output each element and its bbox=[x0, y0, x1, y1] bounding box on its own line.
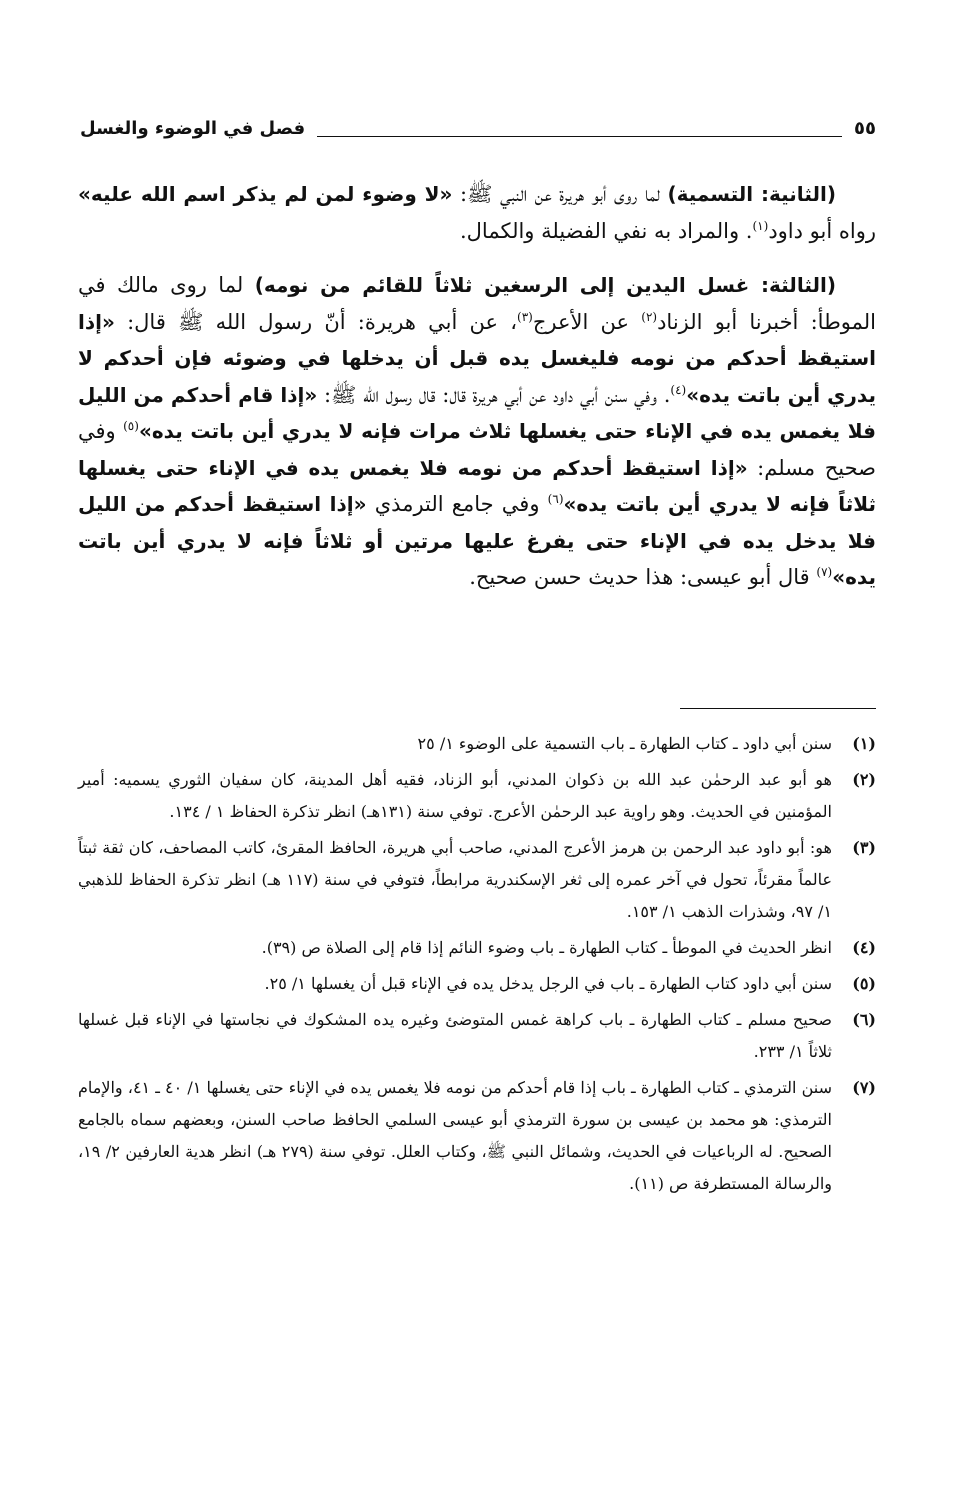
footnote-number: (٧) bbox=[852, 1078, 876, 1097]
header-rule bbox=[317, 136, 842, 137]
text-span: رواه أبو داود bbox=[768, 218, 876, 243]
footnote-text: صحيح مسلم ـ كتاب الطهارة ـ باب كراهة غمس المتوضئ وغيره يده المشكوك في نجاستها في الإناء قبل غسلها ثلاثاً ١/ ٢٣٣. bbox=[78, 1010, 832, 1061]
text-span: لما روى أبو هريرة عن النبي ﷺ: bbox=[452, 182, 668, 206]
footnote-ref[interactable]: (٢) bbox=[641, 309, 658, 324]
text-span: قال أبو عيسى: هذا حديث حسن صحيح. bbox=[469, 565, 817, 589]
hadith-quote: «إذا استيقظ أحدكم من نومه فليغسل يده قبل أن يدخلها في وضوئه فإن أحدكم لا يدري أين باتت يده» bbox=[78, 309, 876, 407]
footnote-item bbox=[78, 764, 876, 828]
page-header bbox=[80, 118, 876, 139]
hadith-quote: «إذا قام أحدكم من الليل فلا يغمس يده في الإناء حتى يغسلها ثلاث مرات فإنه لا يدري أين باتت يده» bbox=[78, 382, 877, 443]
running-title: فصل في الوضوء والغسل bbox=[80, 118, 306, 139]
main-text bbox=[78, 176, 876, 614]
text-span: . وفي سنن أبي داود عن أبي هريرة قال: قال رسول الله ﷺ: bbox=[317, 382, 671, 407]
footnote-number: (٣) bbox=[852, 838, 876, 857]
footnote-item bbox=[78, 1004, 876, 1068]
footnote-ref[interactable]: (٤) bbox=[670, 382, 687, 397]
footnotes bbox=[78, 728, 876, 1204]
text-span: . والمراد به نفي الفضيلة والكمال. bbox=[460, 218, 753, 243]
text-span: لما روى مالك في الموطأ: أخبرنا أبو الزناد bbox=[78, 273, 877, 334]
footnote-item bbox=[78, 832, 876, 928]
footnote-text: هو أبو عبد الرحمٰن عبد الله بن ذكوان المدني، أبو الزناد، فقيه أهل المدينة، كان سفيان الثوري يسميه: أمير المؤمنين في الحديث. وهو راوية عبد الرحمٰن الأعرج. توفي سنة (١٣١هـ) انظر تذكرة الحفاظ ١ / ١٣٤. bbox=[78, 770, 832, 821]
footnote-number: (٤) bbox=[852, 938, 876, 957]
text-span: وفي جامع الترمذي bbox=[366, 492, 548, 516]
text-span: عن الأعرج bbox=[532, 309, 642, 334]
hadith-quote: «لا وضوء لمن لم يذكر اسم الله عليه» bbox=[78, 182, 453, 206]
footnote-ref[interactable]: (١) bbox=[752, 218, 769, 233]
footnote-text: سنن الترمذي ـ كتاب الطهارة ـ باب إذا قام أحدكم من نومه فلا يغمس يده في الإناء حتى يغسلها ١/ ٤٠ ـ ٤١، والإمام الترمذي: هو محمد بن عيسى بن سورة الترمذي أبو عيسى السلمي الحافظ صاحب السنن، وبعضهم سماه بالجامع الصحيح. له الرباعيات في الحديث، وشمائل النبي ﷺ، وكتاب العلل. توفي سنة (٢٧٩ هـ) انظر هدية العارفين ٢/ ١٩، والرسالة المستطرفة ص (١١). bbox=[78, 1078, 833, 1193]
paragraph-hand-washing bbox=[78, 267, 876, 596]
hadith-quote: «إذا استيقظ أحدكم من الليل فلا يدخل يده في الإناء حتى يفرغ عليها مرتين أو ثلاثاً فإنه لا يدري أين باتت يده» bbox=[78, 492, 876, 589]
footnote-number: (٦) bbox=[852, 1010, 876, 1029]
footnote-item bbox=[78, 968, 876, 1000]
footnote-number: (٢) bbox=[852, 770, 876, 789]
footnote-text: سنن أبي داود ـ كتاب الطهارة ـ باب التسمية على الوضوء ١/ ٢٥ bbox=[417, 734, 832, 753]
footnote-ref[interactable]: (٥) bbox=[123, 419, 139, 433]
footnote-text: انظر الحديث في الموطأ ـ كتاب الطهارة ـ باب وضوء النائم إذا قام إلى الصلاة ص (٣٩). bbox=[261, 938, 832, 957]
footnote-text: سنن أبي داود كتاب الطهارة ـ باب في الرجل يدخل يده في الإناء قبل أن يغسلها ١/ ٢٥. bbox=[264, 974, 832, 993]
footnote-ref[interactable]: (٦) bbox=[547, 492, 564, 506]
paragraph-tasmiya bbox=[78, 176, 876, 249]
footnote-text: هو: أبو داود عبد الرحمن بن هرمز الأعرج المدني، صاحب أبي هريرة، الحافظ المقرئ، كاتب المصاحف، كان ثقة ثبتاً عالماً مقرئاً، تحول في آخر عمره إلى ثغر الإسكندرية مرابطاً، فتوفي في سنة (١١٧ هـ) انظر تذكرة الحفاظ للذهبي ١/ ٩٧، وشذرات الذهب ١/ ١٥٣. bbox=[78, 838, 833, 921]
footnote-number: (٥) bbox=[852, 974, 876, 993]
ruling-heading: (الثالثة: غسل اليدين إلى الرسغين ثلاثاً للقائم من نومه) bbox=[254, 273, 836, 297]
text-span: ، عن أبي هريرة: أنّ رسول الله ﷺ قال: bbox=[114, 309, 518, 334]
footnote-separator bbox=[680, 708, 876, 709]
text-span: وفي صحيح مسلم: bbox=[78, 419, 876, 480]
footnote-number: (١) bbox=[852, 734, 876, 753]
footnote-ref[interactable]: (٧) bbox=[816, 565, 833, 579]
footnote-item bbox=[78, 728, 876, 760]
page-number: ٥٥ bbox=[854, 118, 876, 139]
ruling-heading: (الثانية: التسمية) bbox=[667, 182, 836, 206]
footnote-item bbox=[78, 1072, 876, 1200]
hadith-quote: «إذا استيقظ أحدكم من نومه فلا يغمس يده في الإناء حتى يغسلها ثلاثاً فإنه لا يدري أين باتت يده» bbox=[78, 455, 876, 516]
footnote-ref[interactable]: (٣) bbox=[517, 309, 533, 324]
footnote-item bbox=[78, 932, 876, 964]
